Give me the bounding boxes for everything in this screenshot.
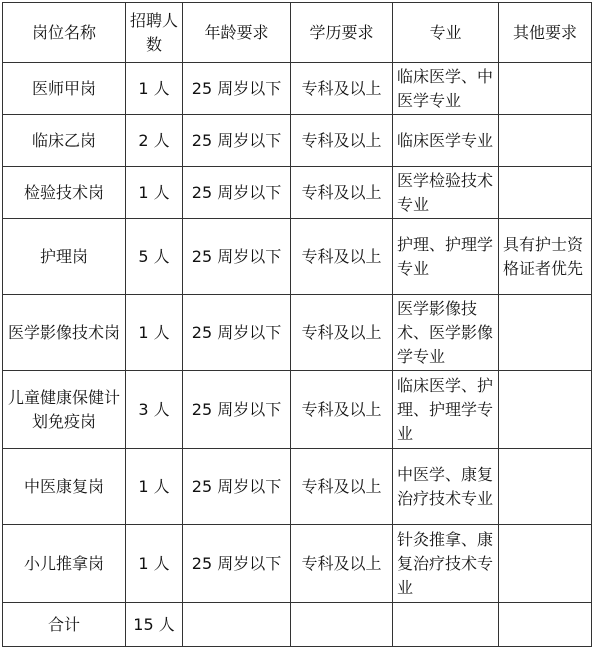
other-cell [499, 525, 592, 603]
age-cell: 25 周岁以下 [183, 115, 291, 167]
major-cell: 临床医学专业 [393, 115, 499, 167]
count-cell: 1 人 [126, 167, 183, 219]
table-row [3, 115, 592, 167]
table-row [3, 295, 592, 371]
major-cell: 医学检验技术专业 [393, 167, 499, 219]
other-cell: 具有护士资格证者优先 [499, 219, 592, 295]
table-row [3, 167, 592, 219]
position-name-cell: 检验技术岗 [3, 167, 126, 219]
header-row [3, 3, 592, 63]
major-cell: 临床医学、中医学专业 [393, 63, 499, 115]
education-cell: 专科及以上 [291, 449, 393, 525]
major-cell: 中医学、康复治疗技术专业 [393, 449, 499, 525]
table-row [3, 219, 592, 295]
other-cell [499, 115, 592, 167]
empty-cell [393, 603, 499, 647]
other-cell [499, 295, 592, 371]
position-name-cell: 护理岗 [3, 219, 126, 295]
header-major: 专业 [393, 3, 499, 63]
other-cell [499, 371, 592, 449]
header-position-name: 岗位名称 [3, 3, 126, 63]
header-other-requirements: 其他要求 [499, 3, 592, 63]
empty-cell [499, 603, 592, 647]
other-cell [499, 449, 592, 525]
header-education-requirement: 学历要求 [291, 3, 393, 63]
count-cell: 5 人 [126, 219, 183, 295]
age-cell: 25 周岁以下 [183, 295, 291, 371]
education-cell: 专科及以上 [291, 219, 393, 295]
position-name-cell: 临床乙岗 [3, 115, 126, 167]
major-cell: 医学影像技术、医学影像学专业 [393, 295, 499, 371]
other-cell [499, 167, 592, 219]
position-name-cell: 中医康复岗 [3, 449, 126, 525]
major-cell: 护理、护理学专业 [393, 219, 499, 295]
count-cell: 3 人 [126, 371, 183, 449]
education-cell: 专科及以上 [291, 371, 393, 449]
count-cell: 1 人 [126, 295, 183, 371]
header-age-requirement: 年龄要求 [183, 3, 291, 63]
recruitment-table [2, 2, 592, 647]
other-cell [499, 63, 592, 115]
table-row [3, 371, 592, 449]
empty-cell [183, 603, 291, 647]
major-cell: 针灸推拿、康复治疗技术专业 [393, 525, 499, 603]
age-cell: 25 周岁以下 [183, 167, 291, 219]
header-hiring-count: 招聘人数 [126, 3, 183, 63]
education-cell: 专科及以上 [291, 525, 393, 603]
age-cell: 25 周岁以下 [183, 371, 291, 449]
count-cell: 2 人 [126, 115, 183, 167]
major-cell: 临床医学、护理、护理学专业 [393, 371, 499, 449]
count-cell: 1 人 [126, 449, 183, 525]
education-cell: 专科及以上 [291, 115, 393, 167]
education-cell: 专科及以上 [291, 63, 393, 115]
age-cell: 25 周岁以下 [183, 449, 291, 525]
count-cell: 1 人 [126, 63, 183, 115]
total-count-cell: 15 人 [126, 603, 183, 647]
position-name-cell: 医学影像技术岗 [3, 295, 126, 371]
position-name-cell: 儿童健康保健计划免疫岗 [3, 371, 126, 449]
education-cell: 专科及以上 [291, 295, 393, 371]
position-name-cell: 小儿推拿岗 [3, 525, 126, 603]
age-cell: 25 周岁以下 [183, 219, 291, 295]
education-cell: 专科及以上 [291, 167, 393, 219]
age-cell: 25 周岁以下 [183, 525, 291, 603]
table-row [3, 525, 592, 603]
count-cell: 1 人 [126, 525, 183, 603]
table-row [3, 63, 592, 115]
age-cell: 25 周岁以下 [183, 63, 291, 115]
total-label-cell: 合计 [3, 603, 126, 647]
total-row [3, 603, 592, 647]
position-name-cell: 医师甲岗 [3, 63, 126, 115]
empty-cell [291, 603, 393, 647]
table-row [3, 449, 592, 525]
